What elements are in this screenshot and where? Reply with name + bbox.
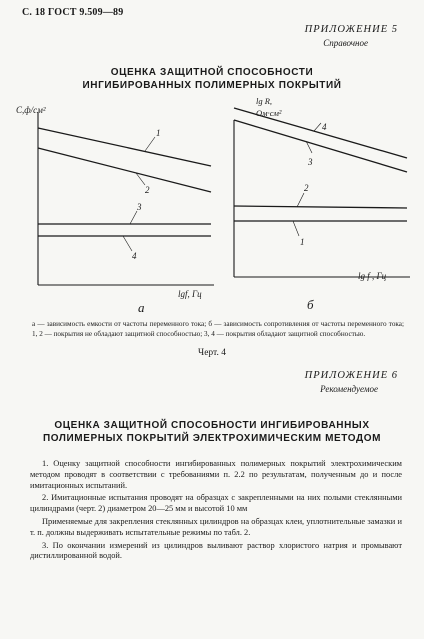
page-header: С. 18 ГОСТ 9.509—89 — [22, 7, 124, 18]
body-text — [30, 459, 402, 562]
left-leader-1 — [145, 137, 155, 151]
right-panel-letter: б — [307, 297, 314, 312]
left-ylabel: C,ф/см² — [16, 105, 46, 115]
right-leader-2 — [297, 193, 304, 207]
left-xlabel: lgf, Гц — [178, 289, 202, 299]
section-1-title-line-2: ИНГИБИРОВАННЫХ ПОЛИМЕРНЫХ ПОКРЫТИЙ — [82, 80, 342, 91]
left-curve-label-1: 1 — [156, 128, 161, 138]
right-ylabel-line-2: Ом·см² — [256, 108, 282, 118]
left-curve-label-2: 2 — [145, 185, 150, 195]
appendix-6-title: ПРИЛОЖЕНИЕ 6 — [304, 370, 398, 381]
right-xlabel: lg f , Гц — [358, 271, 387, 281]
paragraph-2: 2. Имитационные испытания проводят на образцах с закрепленными на них полыми стеклянными цилиндрами (черт. 2) диаметром 20—25 мм и высотой 10 мм — [30, 493, 402, 514]
left-panel-letter: а — [138, 300, 145, 315]
left-curve-label-3: 3 — [137, 202, 142, 212]
appendix-5-title: ПРИЛОЖЕНИЕ 5 — [304, 24, 398, 35]
figure-label: Черт. 4 — [198, 348, 226, 358]
right-leader-4 — [314, 123, 321, 131]
section-2-title — [0, 419, 424, 445]
section-2-title-line-1: ОЦЕНКА ЗАЩИТНОЙ СПОСОБНОСТИ ИНГИБИРОВАННЫХ — [54, 420, 370, 431]
paragraph-4: 3. По окончании измерений из цилиндров выливают раствор хлористого натрия и промывают дистиллированной водой. — [30, 540, 402, 561]
right-ylabel-line-1: lg R, — [256, 96, 273, 106]
left-curve-1 — [38, 128, 211, 166]
left-leader-4 — [123, 236, 132, 251]
section-1-title-line-1: ОЦЕНКА ЗАЩИТНОЙ СПОСОБНОСТИ — [110, 67, 314, 78]
left-leader-3 — [130, 211, 137, 224]
section-2-title-line-2: ПОЛИМЕРНЫХ ПОКРЫТИЙ ЭЛЕКТРОХИМИЧЕСКИМ МЕТОДОМ — [42, 433, 382, 444]
right-curve-label-1: 1 — [300, 237, 305, 247]
left-curve-2 — [38, 148, 211, 192]
right-curve-label-3: 3 — [308, 157, 313, 167]
right-curve-label-4: 4 — [322, 122, 327, 132]
right-curve-2 — [234, 206, 407, 208]
figure-caption: а — зависимость емкости от частоты переменного тока; б — зависимость сопротивления от частоты переменного тока; 1, 2 — покрытия не обладают защитной способностью; 3, 4 — покрытия обладают защитной способностью. — [32, 320, 404, 338]
left-curve-label-4: 4 — [132, 251, 137, 261]
paragraph-3: Применяемые для закрепления стеклянных цилиндров на образцах клеи, уплотнительные замазки и т. п. должны выдерживать испытательные режимы по табл. 2. — [30, 516, 402, 537]
appendix-5-subtitle: Справочное — [323, 38, 368, 48]
appendix-6-subtitle: Рекомендуемое — [320, 384, 378, 394]
right-curve-3 — [234, 120, 407, 172]
right-curve-label-2: 2 — [304, 183, 309, 193]
paragraph-1: 1. Оценку защитной способности ингибированных полимерных покрытий электрохимическим методом проводят в соответствии с требованиями п. 2.2 по результатам, полученным до и после имитационных испытаний. — [30, 459, 402, 490]
right-leader-1 — [293, 221, 299, 236]
